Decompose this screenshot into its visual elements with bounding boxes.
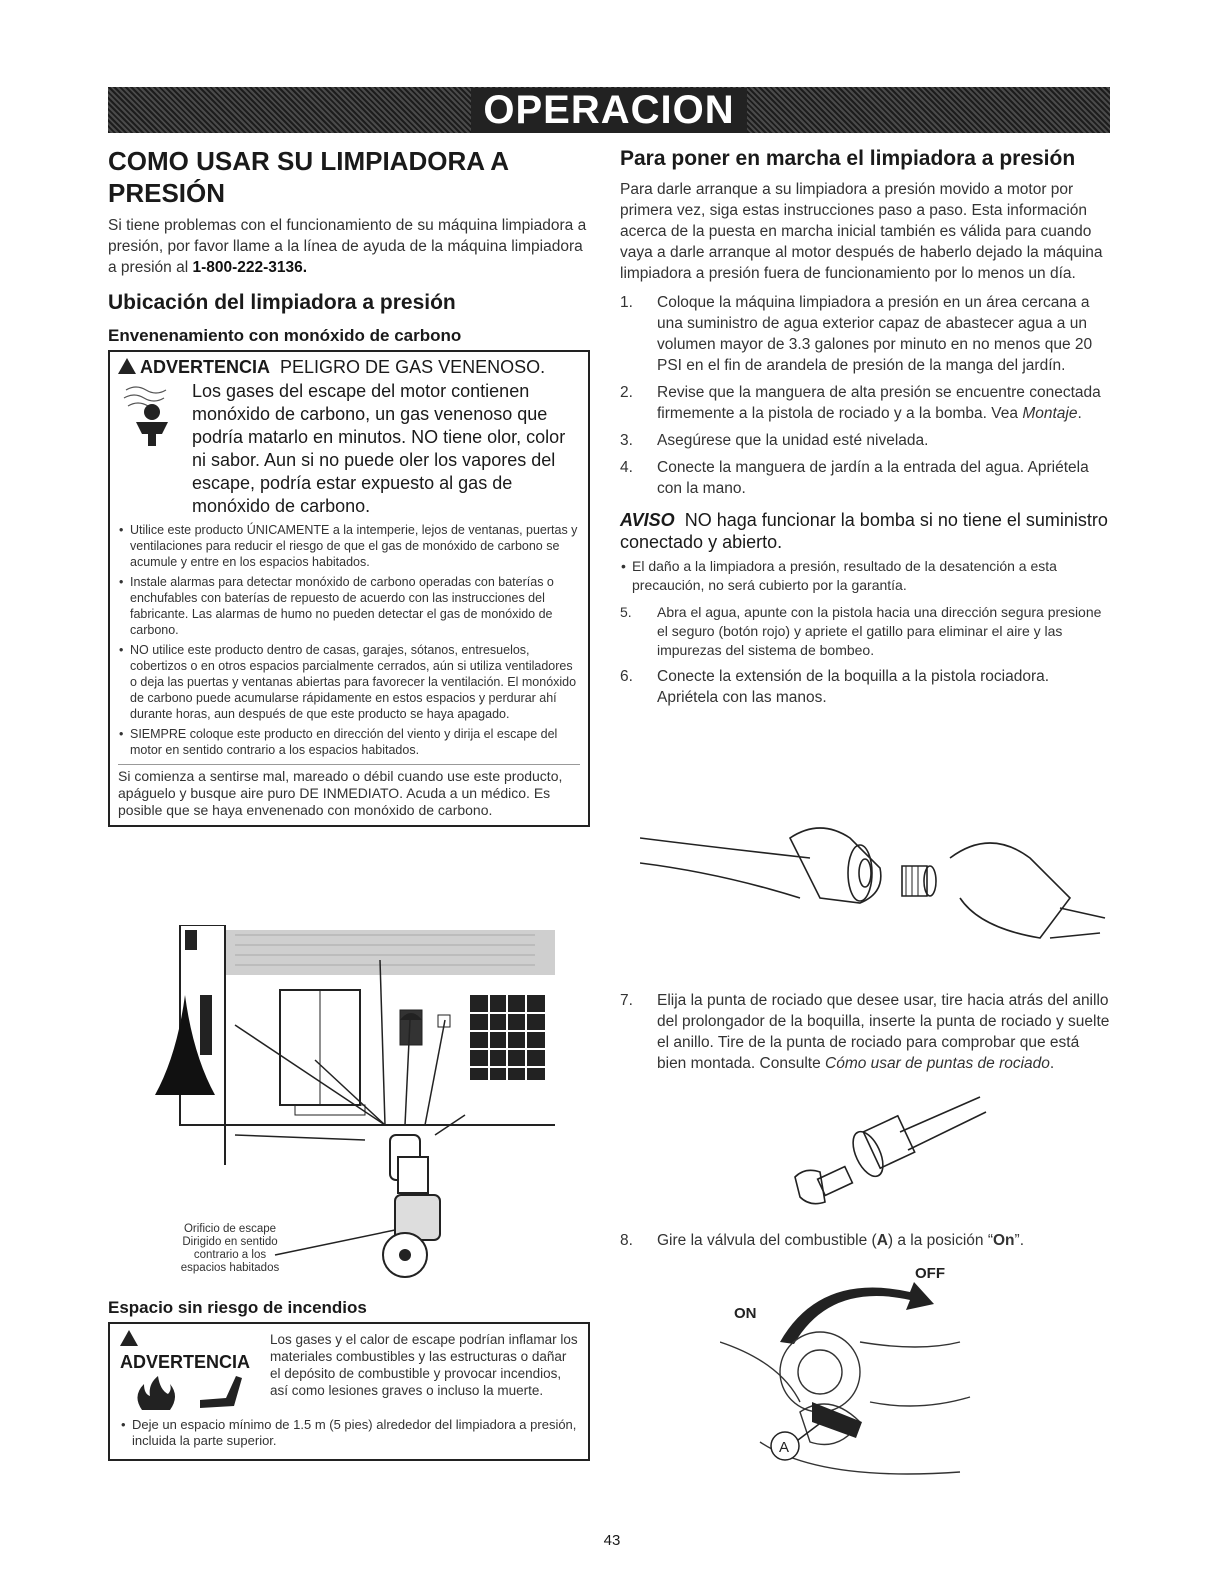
fire-clearance-heading: Espacio sin riesgo de incendios xyxy=(108,1298,367,1317)
location-heading: Ubicación del limpiadora a presión xyxy=(108,291,456,314)
list-item xyxy=(620,457,1110,499)
steps-list-4 xyxy=(620,1230,1110,1251)
step-text: Asegúrese que la unidad esté nivelada. xyxy=(657,432,929,449)
help-phone: 1-800-222-3136. xyxy=(192,259,308,276)
fire-warning-box xyxy=(108,1322,590,1461)
list-item xyxy=(620,430,1110,451)
spray-tip-illustration xyxy=(790,1092,990,1212)
co-warning-box xyxy=(108,350,590,827)
step-reference: Cómo usar de puntas de rociado xyxy=(825,1055,1050,1072)
co-bullet-list xyxy=(118,522,580,758)
gas-hazard-icon xyxy=(118,380,186,456)
notice-block xyxy=(620,509,1110,553)
fire-hazard-icon xyxy=(120,1374,260,1412)
list-item: • Utilice este producto ÚNICAMENTE a la intemperie, lejos de ventanas, puertas y ventilaciones para reducir el riesgo de que el gas de monóxido de carbono se acumule y entre en los espacios habitados. xyxy=(118,522,580,570)
page-title: COMO USAR SU LIMPIADORA A PRESIÓN xyxy=(108,146,509,208)
on-label: On xyxy=(993,1232,1015,1249)
list-item: • Instale alarmas para detectar monóxido de carbono operadas con baterías o enchufables con baterías de repuesto de acuerdo con las instrucciones del fabricante. Las alarmas de humo no pueden detectar el gas de monóxido de carbono. xyxy=(118,574,580,638)
step-number: 2. xyxy=(620,384,633,401)
fuel-valve-illustration xyxy=(720,1262,1000,1482)
list-item xyxy=(620,990,1110,1074)
notice-text: NO haga funcionar la bomba si no tiene el suministro conectado y abierto. xyxy=(620,510,1108,552)
off-label: OFF xyxy=(915,1265,945,1282)
warning-triangle-icon xyxy=(118,358,136,374)
step-number: 6. xyxy=(620,668,633,685)
fire-bullet-list xyxy=(120,1417,578,1449)
list-item xyxy=(620,1230,1110,1251)
step-tail: . xyxy=(1077,405,1082,422)
list-item: • Deje un espacio mínimo de 1.5 m (5 pies) alrededor del limpiadora a presión, incluida la parte superior. xyxy=(120,1417,578,1449)
step-number: 4. xyxy=(620,459,633,476)
list-item: • SIEMPRE coloque este producto en dirección del viento y dirija el escape del motor en sentido contrario a los espacios habitados. xyxy=(118,726,580,758)
right-column xyxy=(620,145,1110,714)
list-item xyxy=(620,382,1110,424)
steps-list xyxy=(620,292,1110,499)
warning-headline: PELIGRO DE GAS VENENOSO. xyxy=(280,357,546,377)
intro-paragraph xyxy=(108,215,590,278)
fire-warning-label: ADVERTENCIA xyxy=(120,1352,251,1372)
caption-line: Orificio de escape xyxy=(183,1223,277,1235)
list-item xyxy=(620,603,1110,660)
step-number: 1. xyxy=(620,294,633,311)
valve-callout-label: A xyxy=(779,1439,790,1456)
step-reference: Montaje xyxy=(1022,405,1078,422)
list-item xyxy=(620,666,1110,708)
warning-label: ADVERTENCIA xyxy=(140,357,271,377)
startup-heading: Para poner en marcha el limpiadora a presión xyxy=(620,147,1076,170)
step-text: Coloque la máquina limpiadora a presión en un área cercana a una suministro de agua exterior capaz de abastecer agua a un volumen mayor de 3.3 galones por minuto en no menos que 20 PSI en el fin de arandela de presión de la manga del jardín. xyxy=(657,294,1093,374)
list-item: • El daño a la limpiadora a presión, resultado de la desatención a esta precaución, no será cubierto por la garantía. xyxy=(620,557,1110,595)
step-number: 5. xyxy=(620,604,632,620)
list-item xyxy=(620,292,1110,376)
intro-text: Si tiene problemas con el funcionamiento de su máquina limpiadora a presión, por favor llame a la línea de ayuda de la máquina limpiadora a presión al xyxy=(108,217,587,276)
warning-text: Los gases del escape del motor contienen monóxido de carbono, un gas venenoso que podría matarlo en minutos. NO tiene olor, color ni sabor. Aun si no puede oler los vapores del escape, podría estar expuesto al gas de monóxido de carbono. xyxy=(192,381,566,516)
step-tail: . xyxy=(1049,1055,1055,1072)
section-banner xyxy=(108,87,1110,133)
step-number: 8. xyxy=(620,1232,633,1249)
step-text: Elija la punta de rociado que desee usar, tire hacia atrás del anillo del prolongador de la boquilla, inserte la punta de rociado y suelte el anillo. Tire de la punta de rociado para comprobar que está bien montada. Consulte xyxy=(657,992,1110,1072)
caption-line: Dirigido en sentido xyxy=(182,1236,278,1248)
step-number: 7. xyxy=(620,992,633,1009)
notice-bullets xyxy=(620,557,1110,595)
list-item: • NO utilice este producto dentro de casas, garajes, sótanos, entresuelos, cobertizos o en otros espacios parcialmente cerrados, aún si utiliza ventiladores o deja las puertas y ventanas abiertas para favorecer la ventilación. El monóxido de carbono puede acumularse rápidamente en estos espacios y perdurar ahí durante horas, aun después de que este producto se haya apagado. xyxy=(118,642,580,722)
co-heading: Envenenamiento con monóxido de carbono xyxy=(108,326,462,345)
step-text: ”. xyxy=(1014,1232,1024,1249)
on-position-label: ON xyxy=(734,1305,757,1322)
step-number: 3. xyxy=(620,432,633,449)
step-text: Conecte la manguera de jardín a la entrada del agua. Apriétela con la mano. xyxy=(657,459,1089,497)
steps-list-3 xyxy=(620,990,1110,1074)
notice-label: AVISO xyxy=(620,510,675,530)
caption-line: espacios habitados xyxy=(180,1262,280,1274)
valve-label: A xyxy=(876,1232,888,1249)
exhaust-caption xyxy=(160,1223,300,1275)
banner-title: OPERACION xyxy=(483,87,735,132)
co-warning-footer: Si comienza a sentirse mal, mareado o débil cuando use este producto, apáguelo y busque aire puro DE INMEDIATO. Acuda a un médico. Es posible que se haya envenenado con monóxido de carbono. xyxy=(118,764,580,819)
step-text: Conecte la extensión de la boquilla a la pistola rociadora. Apriételа con las manos. xyxy=(657,668,1050,706)
left-column xyxy=(108,145,590,827)
nozzle-extension-illustration xyxy=(640,808,1110,978)
page-number: 43 xyxy=(603,1532,621,1549)
step-text: Revise que la manguera de alta presión se encuentre conectada firmemente a la pistola de rociado y a la bomba. Vea xyxy=(657,384,1101,422)
steps-list-2 xyxy=(620,603,1110,708)
fire-warning-text: Los gases y el calor de escape podrían inflamar los materiales combustibles y las estructuras o dañar el depósito de combustible y provocar incendios, así como lesiones graves o incluso la muerte. xyxy=(270,1332,578,1398)
step-text: Abra el agua, apunte con la pistola hacia una dirección segura presione el seguro (botón rojo) y apriete el gatillo para eliminar el aire y las impurezas del sistema de bombeo. xyxy=(657,604,1102,658)
co-warning-header xyxy=(118,356,580,379)
caption-line: contrario a los xyxy=(193,1249,267,1261)
warning-triangle-icon xyxy=(120,1330,138,1346)
step-text: Gire la válvula del combustible ( xyxy=(657,1232,877,1249)
step-text: ) a la posición “ xyxy=(887,1232,993,1249)
startup-intro: Para darle arranque a su limpiadora a presión movido a motor por primera vez, siga estas instrucciones paso a paso. Esta información acerca de la puesta en marcha inicial también es válida para cuando vaya a darle arranque al motor después de haberlo dejado la máquina limpiadora a presión fuera de funcionamiento por lo menos un día. xyxy=(620,181,1103,282)
